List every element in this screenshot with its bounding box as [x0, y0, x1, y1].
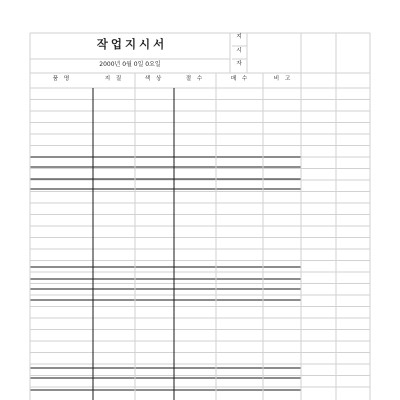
document-date: 2000년 0월 0일 0요일 [99, 61, 161, 68]
column-header-item-name: 품 명 [52, 76, 72, 82]
column-header-remarks: 비 고 [273, 76, 293, 82]
column-header-cut-count: 절 수 [185, 76, 205, 82]
column-header-color: 색 상 [144, 76, 164, 82]
side-label-3: 자 [236, 61, 242, 67]
column-header-sheet-count: 매 수 [230, 76, 250, 82]
document-title: 작업지시서 [96, 37, 168, 51]
side-label-2: 시 [236, 48, 242, 54]
side-label-1: 지 [236, 34, 242, 40]
column-header-paper-type: 지 질 [104, 76, 124, 82]
